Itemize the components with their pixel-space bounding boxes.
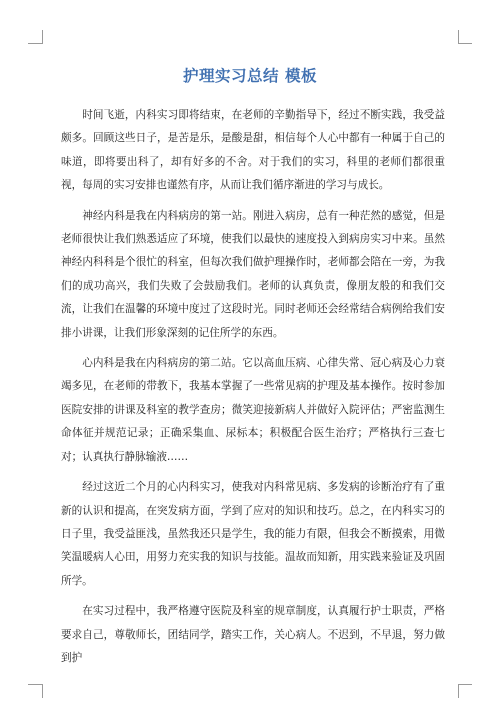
- paragraph: 在实习过程中，我严格遵守医院及科室的规章制度，认真履行护士职责，严格要求自己，尊敬师长，团结同学，踏实工作，关心病人。不迟到，不早退，努力做到护: [61, 605, 445, 664]
- crop-mark-bottom-right-vertical: [458, 684, 459, 698]
- crop-mark-bottom-left-horizontal: [28, 684, 42, 685]
- crop-mark-top-left-horizontal: [28, 43, 42, 44]
- document-body: [61, 104, 445, 677]
- crop-mark-top-right-vertical: [458, 30, 459, 44]
- crop-mark-top-left-vertical: [42, 30, 43, 44]
- paragraph: 经过这近二个月的心内科实习，使我对内科常见病、多发病的诊断治疗有了重新的认识和提高，在突发病方面，学到了应对的知识和技巧。总之，在内科实习的日子里，我受益匪浅，虽然我还只是学生，我的能力有限，但我会不断摸索，用微笑温暖病人心田，用努力充实我的知识与技能。温故而知新，用实践来验证及巩固所学。: [61, 481, 445, 587]
- document-title: 护理实习总结 模板: [183, 67, 317, 85]
- paragraph: 心内科是我在内科病房的第二站。它以高血压病、心律失常、冠心病及心力衰竭多见，在老师的带教下，我基本掌握了一些常见病的护理及基本操作。按时参加医院安排的讲课及科室的教学查房；微笑迎接新病人并做好入院评估；严密监测生命体征并规范记录；正确采集血、尿标本；积极配合医生治疗；严格执行三查七对；认真执行静脉输液……: [61, 357, 445, 463]
- paragraph: 神经内科是我在内科病房的第一站。刚进入病房，总有一种茫然的感觉，但是老师很快让我们熟悉适应了环境，使我们以最快的速度投入到病房实习中来。虽然神经内科科是个很忙的科室，但每次我们做护理操作时，老师都会陪在一旁，为我们的成功高兴，我们失败了会鼓励我们。老师的认真负责，像朋友般的和我们交流，让我们在温馨的环境中度过了这段时光。同时老师还会经常结合病例给我们安排小讲课，让我们形象深刻的记住所学的东西。: [61, 209, 445, 339]
- crop-mark-bottom-right-horizontal: [458, 684, 472, 685]
- paragraph: 时间飞逝，内科实习即将结束，在老师的辛勤指导下，经过不断实践，我受益颇多。回顾这些日子，是苦是乐，是酸是甜，相信每个人心中都有一种属于自己的味道，即将要出科了，却有好多的不舍。对于我们的实习，科里的老师们都很重视，每周的实习安排也谨然有序，从而让我们循序渐进的学习与成长。: [61, 109, 445, 192]
- crop-mark-bottom-left-vertical: [42, 684, 43, 698]
- crop-mark-top-right-horizontal: [458, 43, 472, 44]
